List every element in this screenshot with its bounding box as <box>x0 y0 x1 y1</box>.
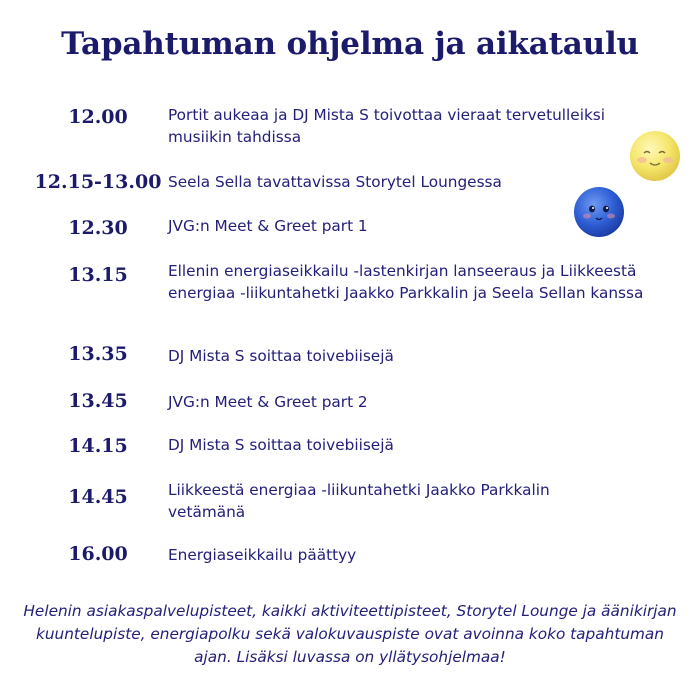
schedule-description: Portit aukeaa ja DJ Mista S toivottaa vieraat tervetulleiksi musiikin tahdissa <box>168 106 606 146</box>
schedule-description: JVG:n Meet & Greet part 1 <box>168 217 368 235</box>
schedule-description: Energiaseikkailu päättyy <box>168 546 357 564</box>
schedule-time: 13.35 <box>68 343 128 365</box>
schedule-time: 16.00 <box>68 543 128 565</box>
schedule-description: JVG:n Meet & Greet part 2 <box>168 393 368 411</box>
schedule-time: 12.15-13.00 <box>34 171 162 193</box>
schedule-time: 14.45 <box>68 486 128 508</box>
footer-note: Helenin asiakaspalvelupisteet, kaikki aktiviteettipisteet, Storytel Lounge ja äänikirjan kuuntelupiste, energiapolku sekä valokuvauspiste ovat avoinna koko tapahtuman ajan. Lisäksi luvassa on yllätysohjelmaa! <box>23 602 677 666</box>
schedule-time: 14.15 <box>68 435 128 457</box>
page-title: Tapahtuman ohjelma ja aikataulu <box>61 26 639 62</box>
schedule-time: 13.15 <box>68 264 128 286</box>
schedule-description: DJ Mista S soittaa toivebiisejä <box>168 347 394 365</box>
schedule-time: 12.00 <box>68 106 128 128</box>
schedule-description: Liikkeestä energiaa -liikuntahetki Jaakko Parkkalin vetämänä <box>168 481 550 521</box>
schedule-description: DJ Mista S soittaa toivebiisejä <box>168 436 394 454</box>
yellow-smiley-character-icon <box>628 129 682 183</box>
blue-smiley-character-icon <box>572 185 626 239</box>
schedule-description: Seela Sella tavattavissa Storytel Loungessa <box>168 173 502 191</box>
schedule-time: 13.45 <box>68 390 128 412</box>
schedule-description: Ellenin energiaseikkailu -lastenkirjan lanseeraus ja Liikkeestä energiaa -liikuntahetki Jaakko Parkkalin ja Seela Sellan kanssa <box>168 262 644 302</box>
schedule-time: 12.30 <box>68 217 128 239</box>
